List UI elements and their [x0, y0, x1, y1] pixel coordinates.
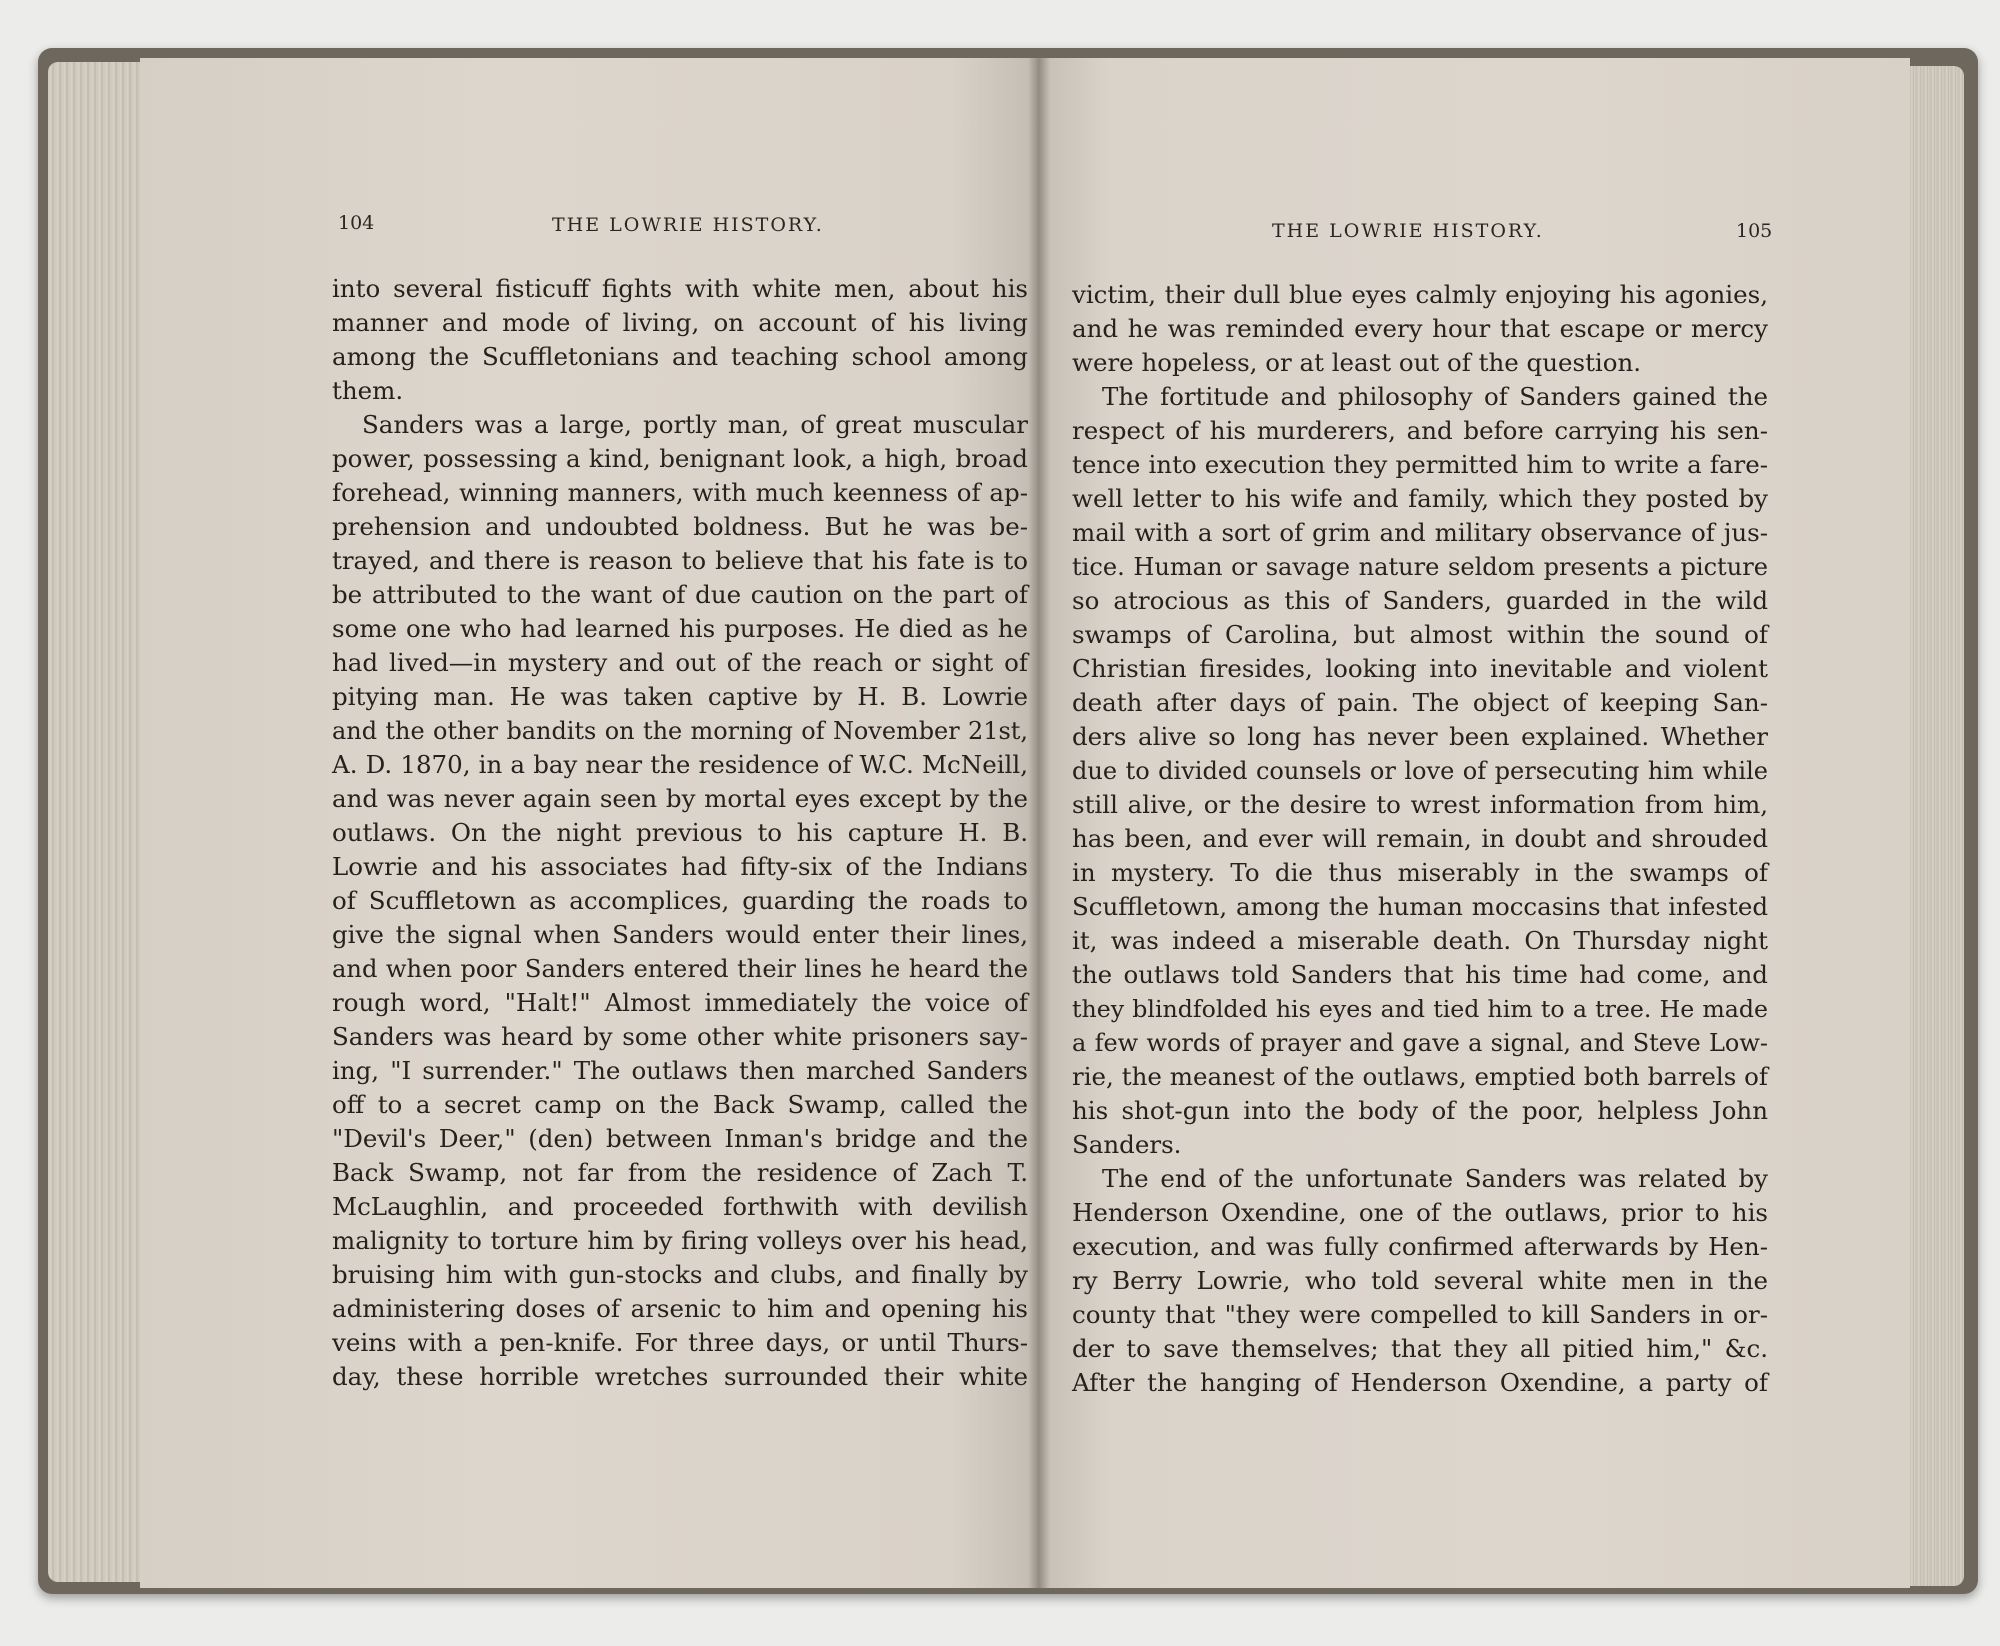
text-line: "Devil's Deer," (den) between Inman's bridge and the: [332, 1124, 1028, 1153]
text-line: so atrocious as this of Sanders, guarded in the wild: [1072, 586, 1768, 615]
text-line: his shot-gun into the body of the poor, helpless John: [1072, 1096, 1768, 1125]
text-line: rough word, "Halt!" Almost immediately the voice of: [332, 988, 1028, 1017]
text-line: and he was reminded every hour that escape or mercy: [1072, 314, 1768, 343]
text-line: of Scuffletown as accomplices, guarding the roads to: [332, 886, 1028, 915]
text-line: power, possessing a kind, benignant look, a high, broad: [332, 444, 1028, 473]
text-line: The fortitude and philosophy of Sanders gained the: [1102, 382, 1768, 411]
text-line: among the Scuffletonians and teaching school among: [332, 342, 1028, 371]
text-line: give the signal when Sanders would enter their lines,: [332, 920, 1028, 949]
left-body-text: [332, 272, 1028, 1394]
text-line: still alive, or the desire to wrest information from him,: [1072, 790, 1768, 819]
text-line: victim, their dull blue eyes calmly enjoying his agonies,: [1072, 280, 1768, 309]
right-body-text: [1072, 278, 1768, 1400]
right-page-number: 105: [1736, 220, 1773, 242]
text-line: bruising him with gun-stocks and clubs, and finally by: [332, 1260, 1028, 1289]
text-line: has been, and ever will remain, in doubt and shrouded: [1072, 824, 1768, 853]
text-line: Sanders was heard by some other white prisoners say-: [332, 1022, 1028, 1051]
text-line: Back Swamp, not far from the residence of Zach T.: [332, 1158, 1028, 1187]
left-page-edges: [48, 62, 148, 1582]
text-line: execution, and was fully confirmed afterwards by Hen-: [1072, 1232, 1768, 1261]
text-line: were hopeless, or at least out of the question.: [1072, 348, 1642, 377]
text-line: McLaughlin, and proceeded forthwith with devilish: [332, 1192, 1028, 1221]
text-line: into several fisticuff fights with white men, about his: [332, 274, 1028, 303]
right-running-header: THE LOWRIE HISTORY.: [1272, 220, 1544, 242]
text-line: and the other bandits on the morning of November 21st,: [332, 717, 1028, 745]
text-line: tence into execution they permitted him to write a fare-: [1072, 450, 1768, 479]
text-line: Sanders was a large, portly man, of great muscular: [362, 410, 1028, 439]
text-line: it, was indeed a miserable death. On Thursday night: [1072, 926, 1768, 955]
text-line: trayed, and there is reason to believe that his fate is to: [332, 546, 1028, 575]
text-line: be attributed to the want of due caution on the part of: [332, 580, 1028, 609]
text-line: manner and mode of living, on account of his living: [332, 308, 1028, 337]
text-line: the outlaws told Sanders that his time had come, and: [1072, 960, 1768, 989]
text-line: and when poor Sanders entered their lines he heard the: [332, 955, 1028, 983]
text-line: Christian firesides, looking into inevitable and violent: [1072, 654, 1768, 683]
text-line: county that "they were compelled to kill Sanders in or-: [1072, 1300, 1768, 1329]
text-line: der to save themselves; that they all pitied him," &c.: [1072, 1334, 1768, 1363]
text-line: Lowrie and his associates had fifty-six of the Indians: [332, 852, 1028, 881]
text-line: forehead, winning manners, with much keenness of ap-: [332, 478, 1028, 507]
text-line: death after days of pain. The object of keeping San-: [1072, 688, 1768, 717]
text-line: malignity to torture him by firing volleys over his head,: [332, 1226, 1028, 1255]
text-line: respect of his murderers, and before carrying his sen-: [1072, 416, 1768, 445]
left-running-header: THE LOWRIE HISTORY.: [552, 214, 824, 236]
text-line: A. D. 1870, in a bay near the residence of W.C. McNeill,: [332, 750, 1028, 779]
text-line: outlaws. On the night previous to his capture H. B.: [332, 818, 1028, 847]
text-line: they blindfolded his eyes and tied him to a tree. He made: [1072, 995, 1768, 1023]
text-line: The end of the unfortunate Sanders was related by: [1102, 1164, 1768, 1193]
text-line: pitying man. He was taken captive by H. B. Lowrie: [332, 682, 1028, 711]
text-line: off to a secret camp on the Back Swamp, called the: [332, 1090, 1028, 1119]
text-line: them.: [332, 376, 404, 405]
text-line: administering doses of arsenic to him and opening his: [332, 1294, 1028, 1323]
text-line: some one who had learned his purposes. He died as he: [332, 614, 1028, 643]
text-line: Scuffletown, among the human moccasins that infested: [1072, 892, 1768, 921]
text-line: ry Berry Lowrie, who told several white men in the: [1072, 1266, 1768, 1295]
text-line: swamps of Carolina, but almost within the sound of: [1072, 620, 1768, 649]
text-line: rie, the meanest of the outlaws, emptied both barrels of: [1072, 1062, 1768, 1091]
text-line: prehension and undoubted boldness. But he was be-: [332, 512, 1028, 541]
text-line: ing, "I surrender." The outlaws then marched Sanders: [332, 1056, 1028, 1085]
text-line: mail with a sort of grim and military observance of jus-: [1072, 518, 1768, 547]
text-line: had lived—in mystery and out of the reach or sight of: [332, 648, 1028, 677]
text-line: Sanders.: [1072, 1130, 1182, 1159]
text-line: ders alive so long has never been explained. Whether: [1072, 722, 1768, 751]
text-line: day, these horrible wretches surrounded their white: [332, 1362, 1028, 1391]
text-line: veins with a pen-knife. For three days, or until Thurs-: [332, 1328, 1028, 1357]
text-line: in mystery. To die thus miserably in the swamps of: [1072, 858, 1768, 887]
text-line: and was never again seen by mortal eyes except by the: [332, 784, 1028, 813]
text-line: After the hanging of Henderson Oxendine, a party of: [1072, 1368, 1768, 1397]
text-line: well letter to his wife and family, which they posted by: [1072, 484, 1768, 513]
book-gutter: [1028, 58, 1050, 1588]
text-line: tice. Human or savage nature seldom presents a picture: [1072, 553, 1768, 581]
text-line: due to divided counsels or love of persecuting him while: [1072, 757, 1768, 785]
text-line: Henderson Oxendine, one of the outlaws, prior to his: [1072, 1198, 1768, 1227]
text-line: a few words of prayer and gave a signal, and Steve Low-: [1072, 1029, 1768, 1057]
left-page-number: 104: [338, 212, 375, 234]
